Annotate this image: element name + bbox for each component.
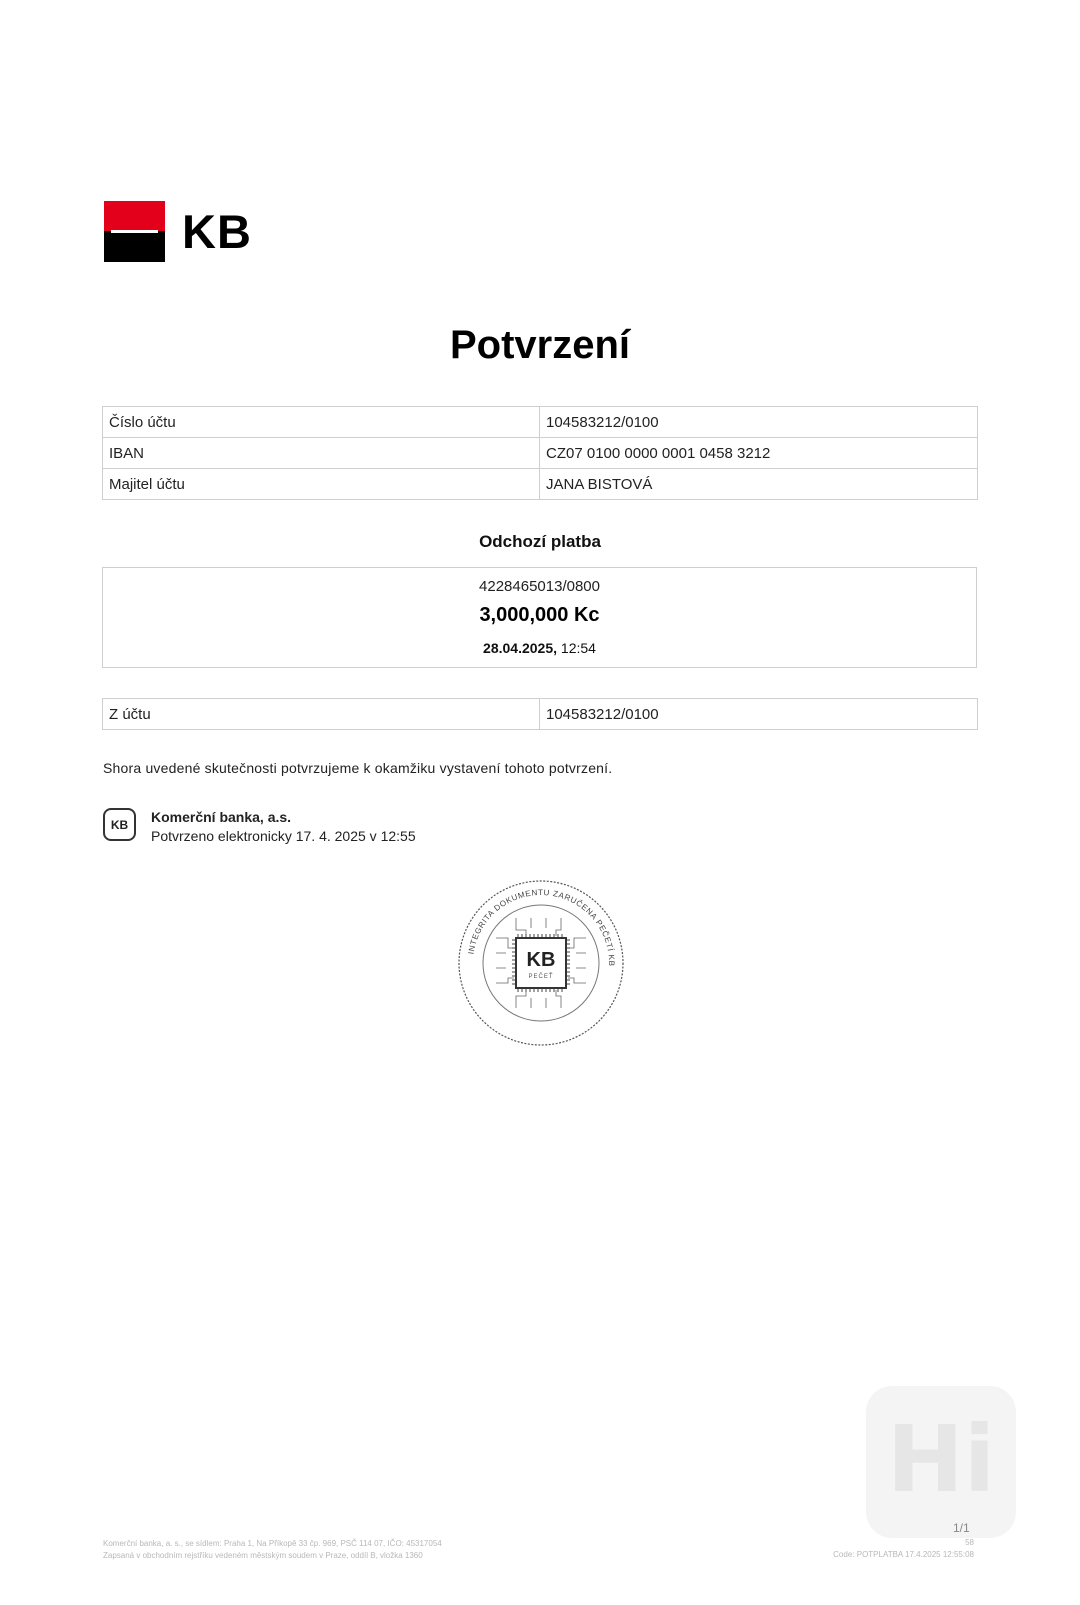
- account-holder-label: Majitel účtu: [103, 469, 540, 500]
- kb-logo-mark: [104, 201, 165, 262]
- payment-section-title: Odchozí platba: [479, 532, 601, 551]
- signer-block: [103, 808, 416, 846]
- page-number: 1/1: [953, 1521, 970, 1535]
- iban-label: IBAN: [103, 438, 540, 469]
- payment-amount: 3,000,000 Kc: [479, 604, 600, 626]
- account-number-label: Číslo účtu: [103, 407, 540, 438]
- iban-value: CZ07 0100 0000 0001 0458 3212: [540, 438, 978, 469]
- seal-center-subtitle: PEČEŤ: [528, 974, 554, 980]
- seal-ring-text: INTEGRITA DOKUMENTU ZARUČENA PEČETÍ KB: [466, 887, 617, 967]
- page-title: Potvrzení: [449, 323, 631, 367]
- table-row: [103, 407, 978, 438]
- payment-date: 28.04.2025,: [483, 640, 558, 656]
- kb-badge-icon: KB: [103, 808, 136, 841]
- table-row: [103, 699, 978, 730]
- kb-logo: [104, 201, 252, 262]
- footer-small-number: 58: [965, 1538, 974, 1547]
- footer-line-1: Komerční banka, a. s., se sídlem: Praha 1, Na Příkopě 33 čp. 969, PSČ 114 07, IČO: 45317054: [103, 1539, 442, 1548]
- watermark-text: Hi: [886, 1406, 996, 1513]
- source-account-label: Z účtu: [103, 699, 540, 730]
- seal-center-title: KB: [526, 949, 556, 971]
- footer-line-2: Zapsaná v obchodním rejstříku vedeném městským soudem v Praze, oddíl B, vložka 1360: [103, 1551, 423, 1560]
- signer-confirmation: Potvrzeno elektronicky 17. 4. 2025 v 12:55: [151, 828, 416, 844]
- source-account-table: [102, 698, 978, 730]
- footer-code-block: [833, 1538, 974, 1559]
- account-info-table: [102, 406, 978, 500]
- account-number-value: 104583212/0100: [540, 407, 978, 438]
- kb-seal-icon: [456, 878, 626, 1048]
- counter-account: 4228465013/0800: [479, 578, 600, 595]
- footer-legal: [103, 1538, 442, 1562]
- kb-logo-text: KB: [182, 205, 252, 258]
- signer-name: Komerční banka, a.s.: [151, 809, 292, 825]
- table-row: [103, 469, 978, 500]
- watermark-logo: [866, 1386, 1016, 1538]
- footer-code: Code: POTPLATBA 17.4.2025 12:55:08: [833, 1550, 974, 1559]
- payment-time: 12:54: [560, 640, 596, 656]
- payment-box: [102, 567, 977, 668]
- source-account-value: 104583212/0100: [540, 699, 978, 730]
- payment-datetime: [103, 640, 976, 656]
- account-holder-value: JANA BISTOVÁ: [540, 469, 978, 500]
- confirmation-statement: Shora uvedené skutečnosti potvrzujeme k okamžiku vystavení tohoto potvrzení.: [103, 760, 613, 776]
- table-row: [103, 438, 978, 469]
